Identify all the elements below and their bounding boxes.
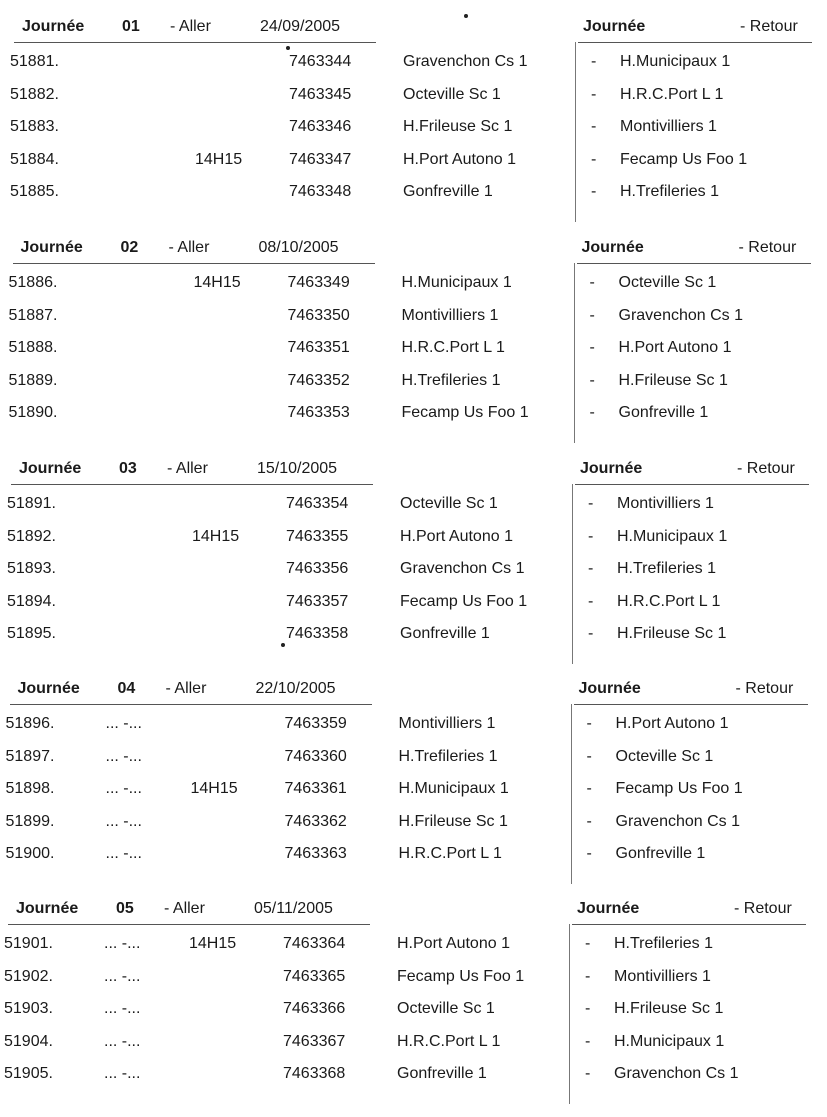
match-row: [0, 332, 827, 364]
match-row: [0, 618, 827, 650]
away-team: Gravenchon Cs 1: [614, 1065, 739, 1082]
match-id: 51896.: [5, 715, 55, 732]
retour-label: - Retour: [735, 680, 794, 697]
match-id: 51890.: [8, 404, 58, 421]
journee-number: 04: [117, 680, 136, 697]
match-code: 7463360: [284, 747, 347, 765]
match-id: 51885.: [10, 183, 59, 200]
match-id: 51900.: [5, 845, 55, 862]
away-team: Gonfreville 1: [618, 404, 709, 421]
match-time: 14H15: [195, 150, 243, 168]
match-time: 14H15: [189, 935, 237, 952]
match-id: 51905.: [4, 1065, 53, 1082]
match-id: 51882.: [10, 85, 59, 103]
away-team: Gravenchon Cs 1: [615, 812, 741, 830]
away-team: H.Port Autono 1: [618, 339, 732, 356]
home-team: H.R.C.Port L 1: [397, 1032, 501, 1050]
match-code: 7463366: [283, 1000, 346, 1017]
match-code: 7463350: [287, 306, 350, 324]
match-id: 51892.: [7, 527, 56, 545]
versus-dash: -: [588, 560, 594, 577]
home-team: Fecamp Us Foo 1: [397, 967, 525, 985]
retour-journee-label: Journée: [580, 460, 643, 477]
match-code: 7463344: [289, 53, 352, 70]
versus-dash: -: [586, 747, 592, 765]
aller-label: - Aller: [170, 18, 211, 35]
match-code: 7463351: [287, 339, 350, 356]
versus-dash: -: [591, 85, 597, 103]
match-placeholder: ... -...: [104, 1065, 141, 1082]
away-team: H.R.C.Port L 1: [620, 85, 724, 103]
match-code: 7463358: [286, 625, 349, 642]
versus-dash: -: [585, 967, 591, 985]
match-code: 7463345: [289, 85, 352, 103]
match-placeholder: ... -...: [105, 715, 142, 732]
versus-dash: -: [588, 495, 594, 512]
versus-dash: -: [591, 53, 597, 70]
home-team: H.R.C.Port L 1: [398, 845, 502, 862]
home-team: Fecamp Us Foo 1: [400, 592, 528, 610]
journee-section: [0, 454, 827, 669]
match-placeholder: ... -...: [104, 1032, 141, 1050]
home-team: H.Port Autono 1: [397, 935, 510, 952]
match-placeholder: ... -...: [104, 1000, 141, 1017]
home-team: H.Port Autono 1: [403, 150, 516, 168]
match-code: 7463349: [287, 274, 350, 291]
match-placeholder: ... -...: [105, 747, 142, 765]
home-team: Octeville Sc 1: [400, 495, 498, 512]
match-code: 7463368: [283, 1065, 346, 1082]
aller-header-rule: [13, 263, 375, 264]
journee-date: 24/09/2005: [260, 18, 341, 35]
match-row: [0, 961, 827, 993]
home-team: Fecamp Us Foo 1: [401, 404, 529, 421]
retour-journee-label: Journée: [578, 680, 641, 697]
match-row: [0, 1026, 827, 1058]
match-row: [0, 176, 827, 208]
retour-header-rule: [574, 704, 808, 705]
match-placeholder: ... -...: [105, 780, 142, 797]
match-id: 51883.: [10, 118, 59, 135]
match-code: 7463355: [286, 527, 349, 545]
match-code: 7463348: [289, 183, 352, 200]
journee-number: 05: [116, 900, 134, 917]
away-team: H.Port Autono 1: [615, 715, 729, 732]
retour-journee-label: Journée: [583, 18, 646, 35]
versus-dash: -: [591, 183, 597, 200]
match-code: 7463363: [284, 845, 347, 862]
retour-journee-label: Journée: [577, 900, 640, 917]
match-code: 7463359: [284, 715, 347, 732]
match-code: 7463365: [283, 967, 346, 985]
journee-label: Journée: [16, 900, 79, 917]
match-row: [0, 1058, 827, 1090]
match-placeholder: ... -...: [104, 935, 141, 952]
home-team: Gravenchon Cs 1: [400, 560, 525, 577]
retour-header-rule: [575, 484, 809, 485]
aller-label: - Aller: [165, 680, 207, 697]
match-code: 7463356: [286, 560, 349, 577]
retour-header-rule: [578, 42, 812, 43]
retour-header-rule: [577, 263, 811, 264]
journee-date: 08/10/2005: [258, 239, 339, 256]
match-code: 7463352: [287, 371, 350, 389]
away-team: Octeville Sc 1: [618, 274, 717, 291]
journee-number: 01: [122, 18, 140, 35]
away-team: Fecamp Us Foo 1: [620, 150, 748, 168]
away-team: H.Frileuse Sc 1: [614, 1000, 724, 1017]
aller-label: - Aller: [168, 239, 210, 256]
versus-dash: -: [588, 625, 594, 642]
match-code: 7463353: [287, 404, 350, 421]
away-team: H.Municipaux 1: [614, 1032, 725, 1050]
scan-speck: [464, 14, 468, 18]
match-row: [0, 46, 827, 78]
match-row: [0, 267, 827, 299]
away-team: Fecamp Us Foo 1: [615, 780, 743, 797]
journee-number: 03: [119, 460, 137, 477]
match-row: [0, 365, 827, 397]
journee-date: 22/10/2005: [255, 680, 336, 697]
match-row: [0, 928, 827, 960]
match-id: 51886.: [8, 274, 58, 291]
aller-label: - Aller: [164, 900, 205, 917]
match-row: [0, 144, 827, 176]
away-team: H.Frileuse Sc 1: [617, 625, 727, 642]
match-placeholder: ... -...: [105, 845, 142, 862]
away-team: Octeville Sc 1: [615, 747, 714, 765]
match-row: [0, 773, 827, 805]
match-time: 14H15: [193, 274, 241, 291]
away-team: H.Municipaux 1: [617, 527, 728, 545]
versus-dash: -: [589, 306, 595, 324]
aller-label: - Aller: [167, 460, 208, 477]
match-code: 7463367: [283, 1032, 346, 1050]
home-team: H.Municipaux 1: [401, 274, 512, 291]
match-code: 7463346: [289, 118, 352, 135]
home-team: Montivilliers 1: [398, 715, 496, 732]
home-team: Gonfreville 1: [397, 1065, 487, 1082]
aller-header-rule: [8, 924, 370, 925]
match-row: [0, 838, 827, 870]
versus-dash: -: [586, 715, 592, 732]
match-row: [0, 488, 827, 520]
journee-date: 05/11/2005: [254, 900, 333, 917]
match-id: 51881.: [10, 53, 59, 70]
home-team: Gravenchon Cs 1: [403, 53, 528, 70]
aller-header-rule: [11, 484, 373, 485]
match-code: 7463354: [286, 495, 349, 512]
match-row: [0, 300, 827, 332]
versus-dash: -: [585, 1032, 591, 1050]
journee-date: 15/10/2005: [257, 460, 338, 477]
retour-label: - Retour: [740, 18, 798, 35]
match-id: 51901.: [4, 935, 53, 952]
home-team: H.Frileuse Sc 1: [398, 812, 508, 830]
versus-dash: -: [586, 780, 592, 797]
match-row: [0, 806, 827, 838]
away-team: H.R.C.Port L 1: [617, 592, 721, 610]
match-row: [0, 397, 827, 429]
retour-header-rule: [572, 924, 806, 925]
versus-dash: -: [589, 371, 595, 389]
home-team: H.Municipaux 1: [398, 780, 509, 797]
away-team: Gravenchon Cs 1: [618, 306, 744, 324]
home-team: H.Trefileries 1: [398, 747, 498, 765]
home-team: H.R.C.Port L 1: [401, 339, 505, 356]
match-id: 51902.: [4, 967, 53, 985]
versus-dash: -: [585, 1000, 591, 1017]
scan-speck: [281, 643, 285, 647]
match-code: 7463357: [286, 592, 349, 610]
journee-number: 02: [120, 239, 139, 256]
home-team: H.Frileuse Sc 1: [403, 118, 513, 135]
away-team: H.Trefileries 1: [614, 935, 713, 952]
journee-label: Journée: [19, 460, 82, 477]
aller-header-rule: [14, 42, 376, 43]
match-row: [0, 521, 827, 553]
match-id: 51897.: [5, 747, 55, 765]
match-id: 51888.: [8, 339, 58, 356]
match-code: 7463347: [289, 150, 352, 168]
match-row: [0, 79, 827, 111]
versus-dash: -: [589, 339, 595, 356]
journee-label: Journée: [17, 680, 80, 697]
journee-section: [0, 233, 827, 448]
versus-dash: -: [591, 150, 597, 168]
home-team: Montivilliers 1: [401, 306, 499, 324]
match-id: 51895.: [7, 625, 56, 642]
match-row: [0, 708, 827, 740]
home-team: Octeville Sc 1: [403, 85, 501, 103]
scan-speck: [286, 46, 290, 50]
home-team: Octeville Sc 1: [397, 1000, 495, 1017]
journee-section: [0, 12, 827, 227]
match-id: 51884.: [10, 150, 59, 168]
match-row: [0, 741, 827, 773]
match-code: 7463362: [284, 812, 347, 830]
home-team: H.Port Autono 1: [400, 527, 513, 545]
match-id: 51899.: [5, 812, 55, 830]
match-id: 51903.: [4, 1000, 53, 1017]
retour-journee-label: Journée: [581, 239, 644, 256]
match-row: [0, 586, 827, 618]
match-row: [0, 111, 827, 143]
versus-dash: -: [591, 118, 597, 135]
retour-label: - Retour: [737, 460, 795, 477]
match-placeholder: ... -...: [104, 967, 141, 985]
versus-dash: -: [589, 274, 595, 291]
versus-dash: -: [586, 812, 592, 830]
match-id: 51891.: [7, 495, 56, 512]
aller-header-rule: [10, 704, 372, 705]
away-team: H.Trefileries 1: [620, 183, 719, 200]
match-placeholder: ... -...: [105, 812, 142, 830]
journee-section: [0, 894, 827, 1109]
match-code: 7463364: [283, 935, 346, 952]
versus-dash: -: [588, 592, 594, 610]
match-id: 51904.: [4, 1032, 53, 1050]
away-team: H.Frileuse Sc 1: [618, 371, 728, 389]
match-id: 51887.: [8, 306, 58, 324]
match-row: [0, 993, 827, 1025]
retour-label: - Retour: [734, 900, 792, 917]
match-id: 51894.: [7, 592, 56, 610]
journee-label: Journée: [22, 18, 85, 35]
away-team: Montivilliers 1: [620, 118, 717, 135]
away-team: H.Trefileries 1: [617, 560, 716, 577]
match-time: 14H15: [192, 527, 240, 545]
away-team: Montivilliers 1: [617, 495, 714, 512]
journee-label: Journée: [20, 239, 83, 256]
retour-label: - Retour: [738, 239, 797, 256]
versus-dash: -: [585, 935, 591, 952]
journee-section: [0, 674, 827, 889]
match-id: 51898.: [5, 780, 55, 797]
away-team: Montivilliers 1: [614, 967, 711, 985]
versus-dash: -: [586, 845, 592, 862]
match-row: [0, 553, 827, 585]
away-team: Gonfreville 1: [615, 845, 706, 862]
away-team: H.Municipaux 1: [620, 53, 731, 70]
versus-dash: -: [588, 527, 594, 545]
match-id: 51889.: [8, 371, 58, 389]
home-team: Gonfreville 1: [400, 625, 490, 642]
versus-dash: -: [585, 1065, 591, 1082]
match-id: 51893.: [7, 560, 56, 577]
match-code: 7463361: [284, 780, 347, 797]
versus-dash: -: [589, 404, 595, 421]
home-team: H.Trefileries 1: [401, 371, 501, 389]
match-time: 14H15: [190, 780, 238, 797]
home-team: Gonfreville 1: [403, 183, 493, 200]
